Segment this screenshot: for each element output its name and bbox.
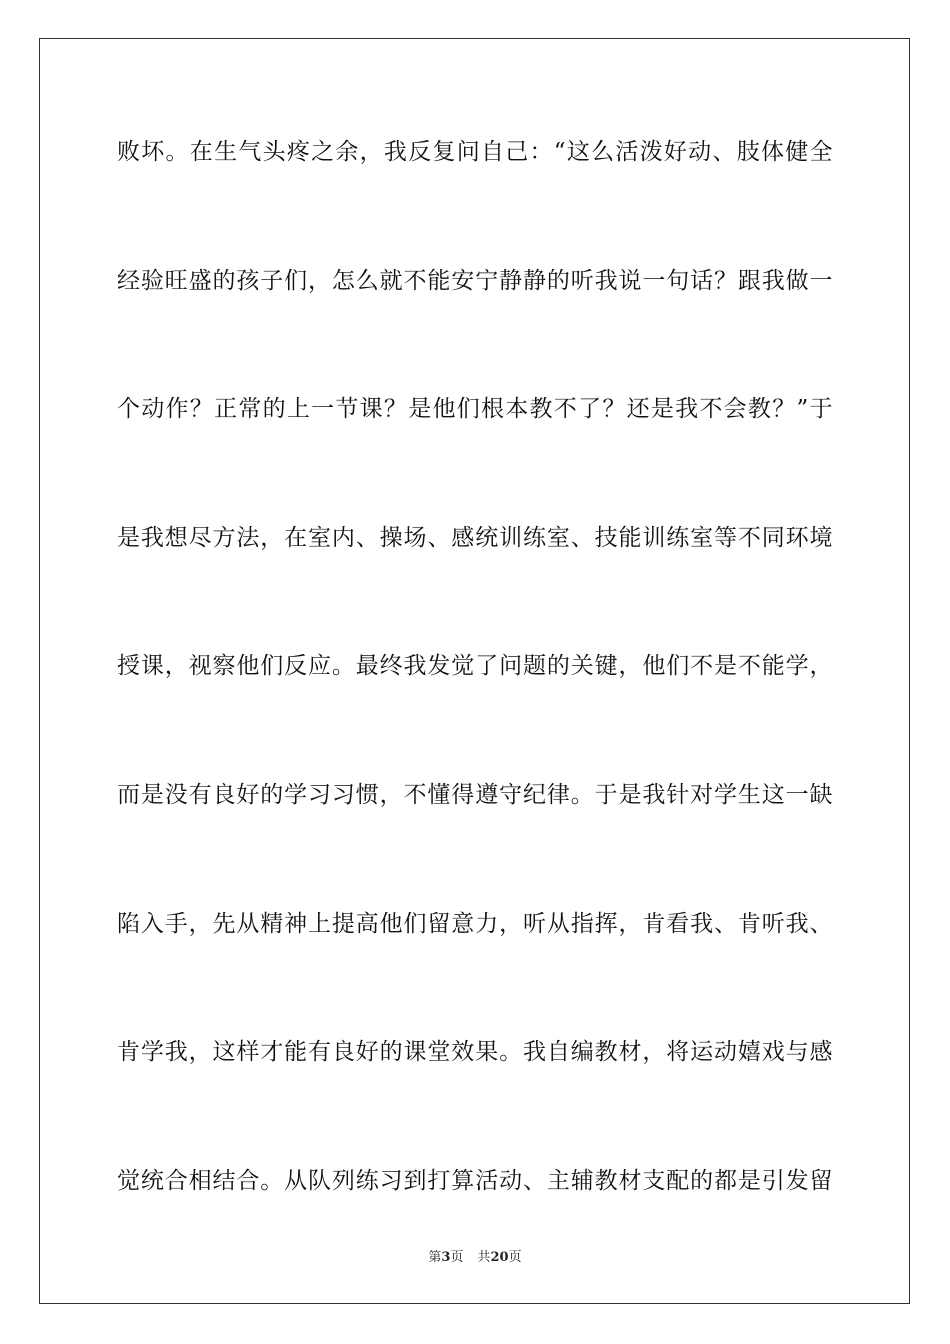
text-line-7: 陷入手，先从精神上提高他们留意力，听从指挥，肯看我、肯听我、 bbox=[117, 910, 833, 937]
text-line-2: 经验旺盛的孩子们，怎么就不能安宁静静的听我说一句话？跟我做一 bbox=[117, 267, 833, 294]
total-pages-number: 20 bbox=[490, 1250, 509, 1265]
page-footer bbox=[0, 1246, 950, 1265]
text-line-8: 肯学我，这样才能有良好的课堂效果。我自编教材，将运动嬉戏与感 bbox=[117, 1039, 833, 1066]
current-page-number: 3 bbox=[441, 1250, 451, 1265]
text-line-1: 败坏。在生气头疼之余，我反复问自己：“这么活泼好动、肢体健全 bbox=[117, 139, 833, 165]
total-suffix: 页 bbox=[508, 1250, 522, 1265]
total-prefix: 共 bbox=[477, 1250, 491, 1265]
text-line-6: 而是没有良好的学习习惯，不懂得遵守纪律。于是我针对学生这一缺 bbox=[117, 781, 833, 808]
body-text bbox=[117, 126, 833, 1283]
page-prefix: 第 bbox=[428, 1250, 442, 1265]
text-line-3: 个动作？正常的上一节课？是他们根本教不了？还是我不会教？”于 bbox=[117, 396, 833, 423]
text-line-4: 是我想尽方法，在室内、操场、感统训练室、技能训练室等不同环境 bbox=[117, 524, 833, 551]
text-line-5: 授课，视察他们反应。最终我发觉了问题的关键，他们不是不能学， bbox=[117, 653, 833, 680]
text-line-9: 觉统合相结合。从队列练习到打算活动、主辅教材支配的都是引发留 bbox=[117, 1167, 833, 1194]
page-suffix: 页 bbox=[450, 1250, 464, 1265]
